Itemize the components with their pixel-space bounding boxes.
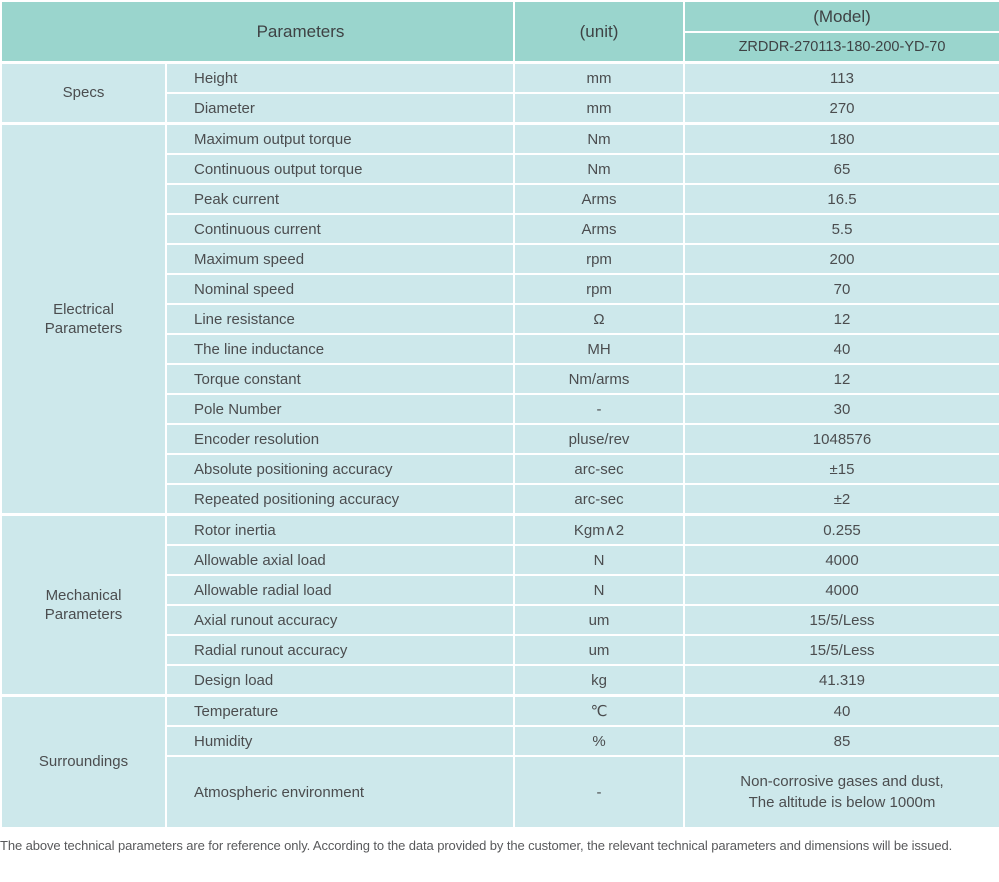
unit-cell: Kgm∧2 xyxy=(514,515,684,546)
category-label: Electrical Parameters xyxy=(44,300,123,337)
param-name-cell: Design load xyxy=(166,665,514,696)
unit-cell: arc-sec xyxy=(514,454,684,484)
param-name-cell: Nominal speed xyxy=(166,274,514,304)
unit-cell: - xyxy=(514,394,684,424)
unit-cell: rpm xyxy=(514,274,684,304)
param-name-cell: Line resistance xyxy=(166,304,514,334)
unit-cell: Nm/arms xyxy=(514,364,684,394)
param-name-cell: Torque constant xyxy=(166,364,514,394)
unit-cell: um xyxy=(514,635,684,665)
param-name-cell: Radial runout accuracy xyxy=(166,635,514,665)
table-row xyxy=(1,696,999,727)
unit-cell: Arms xyxy=(514,214,684,244)
footnote: The above technical parameters are for reference only. According to the data provided by the customer, the relevant technical parameters and dimensions will be issued. xyxy=(0,838,953,853)
param-name-cell: Pole Number xyxy=(166,394,514,424)
param-name-cell: Maximum speed xyxy=(166,244,514,274)
param-name-cell: Rotor inertia xyxy=(166,515,514,546)
unit-cell: um xyxy=(514,605,684,635)
value-cell: 16.5 xyxy=(684,184,999,214)
category-cell-electrical xyxy=(1,124,166,515)
value-cell: 113 xyxy=(684,63,999,94)
param-name-cell: Atmospheric environment xyxy=(166,756,514,828)
param-name-cell: Absolute positioning accuracy xyxy=(166,454,514,484)
table-row xyxy=(1,124,999,155)
category-label: Specs xyxy=(62,84,105,102)
value-cell: 70 xyxy=(684,274,999,304)
value-cell: 180 xyxy=(684,124,999,155)
unit-cell: mm xyxy=(514,63,684,94)
param-name-cell: Repeated positioning accuracy xyxy=(166,484,514,515)
value-cell: 30 xyxy=(684,394,999,424)
unit-cell: ℃ xyxy=(514,696,684,727)
value-cell: 4000 xyxy=(684,545,999,575)
param-name-cell: Peak current xyxy=(166,184,514,214)
model-number: ZRDDR-270113-180-200-YD-70 xyxy=(684,32,999,63)
value-cell: 41.319 xyxy=(684,665,999,696)
category-label: Mechanical Parameters xyxy=(44,586,123,623)
unit-cell: Arms xyxy=(514,184,684,214)
value-cell: 65 xyxy=(684,154,999,184)
value-cell: 200 xyxy=(684,244,999,274)
param-name-cell: Axial runout accuracy xyxy=(166,605,514,635)
header-row xyxy=(1,1,999,32)
param-name-cell: The line inductance xyxy=(166,334,514,364)
unit-cell: rpm xyxy=(514,244,684,274)
param-name-cell: Maximum output torque xyxy=(166,124,514,155)
value-line-1: Non-corrosive gases and dust, xyxy=(740,773,944,790)
category-cell-specs xyxy=(1,63,166,124)
value-cell xyxy=(684,756,999,828)
header-parameters: Parameters xyxy=(1,1,514,63)
param-name-cell: Allowable axial load xyxy=(166,545,514,575)
value-line-2: The altitude is below 1000m xyxy=(748,794,936,811)
unit-cell: N xyxy=(514,575,684,605)
param-name-cell: Continuous output torque xyxy=(166,154,514,184)
value-cell: 0.255 xyxy=(684,515,999,546)
value-cell: ±2 xyxy=(684,484,999,515)
param-name-cell: Humidity xyxy=(166,726,514,756)
unit-cell: % xyxy=(514,726,684,756)
table-row xyxy=(1,515,999,546)
table-row xyxy=(1,63,999,94)
value-cell: ±15 xyxy=(684,454,999,484)
param-name-cell: Encoder resolution xyxy=(166,424,514,454)
unit-cell: Ω xyxy=(514,304,684,334)
value-cell: 12 xyxy=(684,304,999,334)
value-cell: 85 xyxy=(684,726,999,756)
header-model: (Model) xyxy=(684,1,999,32)
unit-cell: N xyxy=(514,545,684,575)
value-cell: 5.5 xyxy=(684,214,999,244)
param-name-cell: Temperature xyxy=(166,696,514,727)
unit-cell: arc-sec xyxy=(514,484,684,515)
unit-cell: Nm xyxy=(514,124,684,155)
value-cell: 40 xyxy=(684,334,999,364)
category-cell-mechanical xyxy=(1,515,166,696)
value-cell: 1048576 xyxy=(684,424,999,454)
param-name-cell: Continuous current xyxy=(166,214,514,244)
value-cell: 15/5/Less xyxy=(684,605,999,635)
param-name-cell: Height xyxy=(166,63,514,94)
unit-cell: kg xyxy=(514,665,684,696)
value-cell: 12 xyxy=(684,364,999,394)
param-name-cell: Allowable radial load xyxy=(166,575,514,605)
unit-cell: Nm xyxy=(514,154,684,184)
unit-cell: - xyxy=(514,756,684,828)
unit-cell: MH xyxy=(514,334,684,364)
category-cell-surroundings xyxy=(1,696,166,829)
category-label: Surroundings xyxy=(38,753,129,771)
value-cell: 15/5/Less xyxy=(684,635,999,665)
param-name-cell: Diameter xyxy=(166,93,514,124)
unit-cell: mm xyxy=(514,93,684,124)
header-unit: (unit) xyxy=(514,1,684,63)
value-cell: 4000 xyxy=(684,575,999,605)
unit-cell: pluse/rev xyxy=(514,424,684,454)
value-cell: 270 xyxy=(684,93,999,124)
value-cell: 40 xyxy=(684,696,999,727)
